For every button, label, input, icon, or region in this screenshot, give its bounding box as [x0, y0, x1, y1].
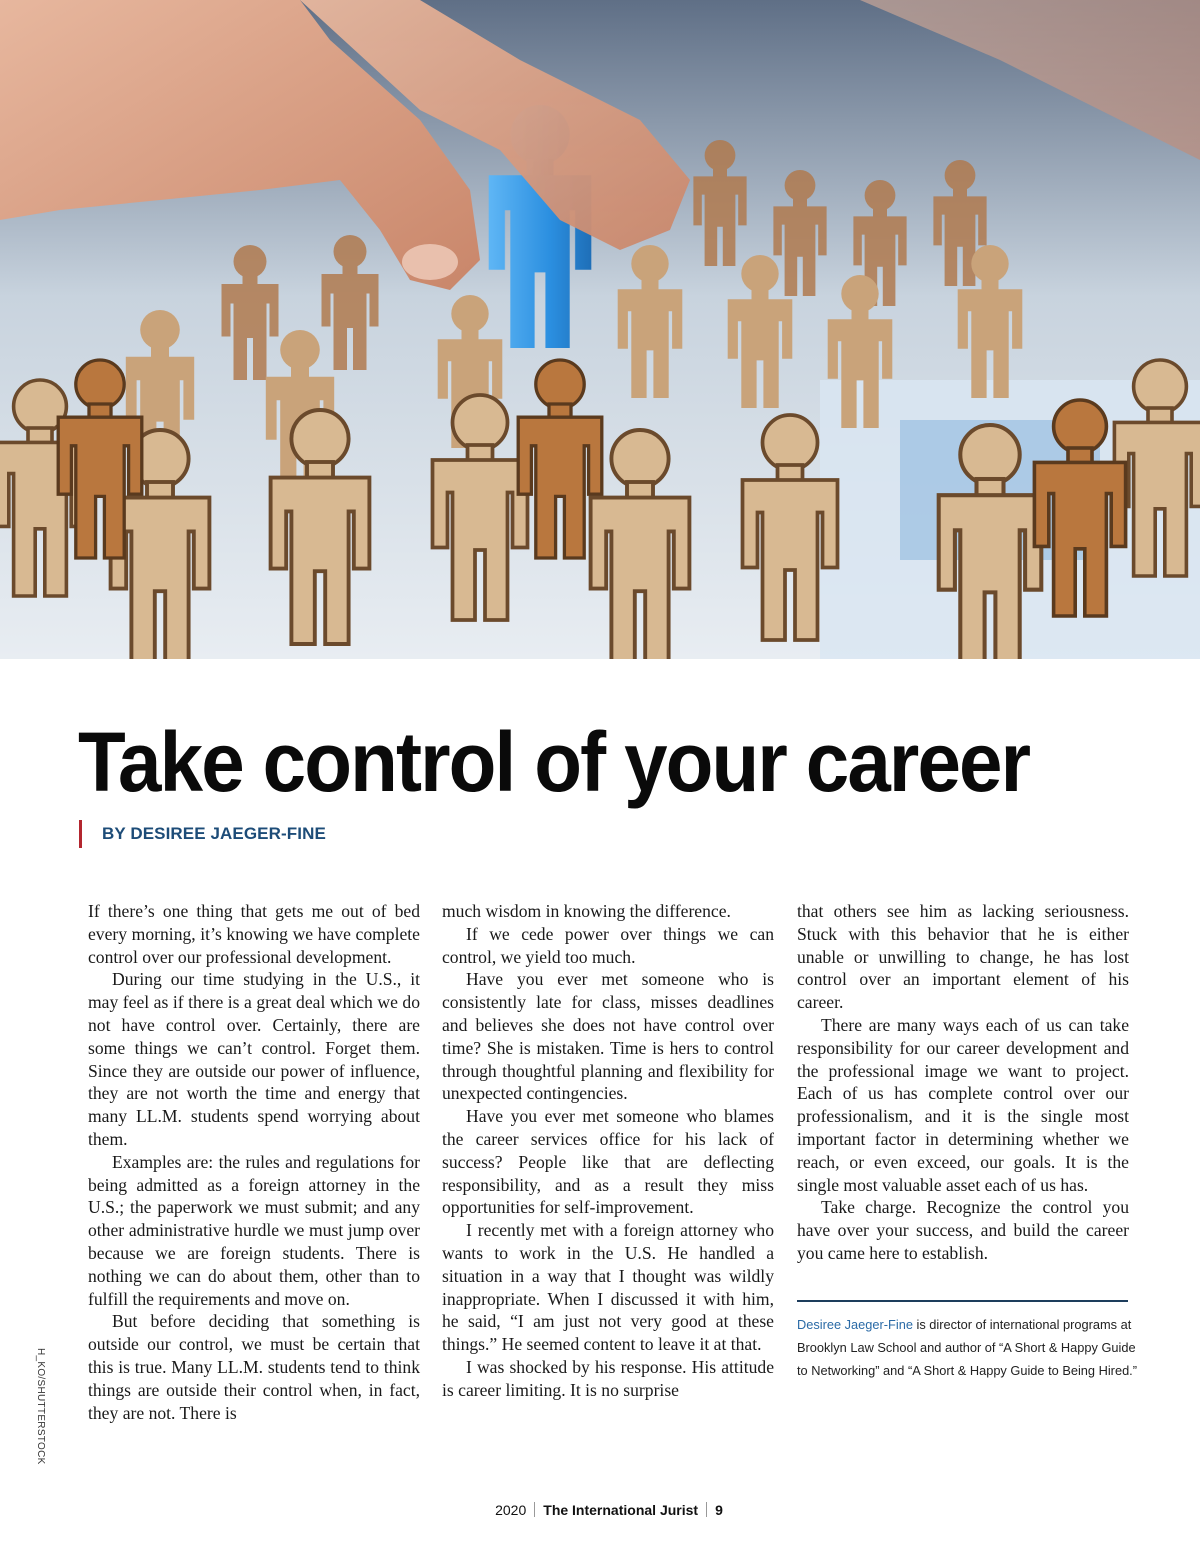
page-number: 9: [715, 1502, 723, 1518]
paragraph: I recently met with a foreign attorney who wants to work in the U.S. He handled a situation in a way that I thought was wildly inappropriate. When I discussed it with him, he said, “I am just not very good at these things.” He seemed content to leave it at that.: [442, 1220, 774, 1355]
paragraph: Have you ever met someone who blames the career services office for his lack of success? People like that are deflecting responsibility, and as a result they miss opportunities for self-improvement.: [442, 1106, 774, 1218]
footer-publication: The International Jurist: [543, 1502, 699, 1518]
paragraph: much wisdom in knowing the difference.: [442, 901, 731, 921]
author-bio-text: is director of international programs at Brooklyn Law School and author of “A Short & Happy Guide to Networking” and “A Short & Happy Guide to Being Hired.”: [797, 1317, 1137, 1378]
byline: BY DESIREE JAEGER-FINE: [79, 820, 326, 848]
paragraph: There are many ways each of us can take responsibility for our career development and the professional image we want to project. Each of us has complete control over our professionalism, and it is the single most important factor in determining whether we reach, or even exceed, our goals. It is the single most valuable asset each of us has.: [797, 1014, 1129, 1195]
paragraph: If there’s one thing that gets me out of bed every morning, it’s knowing we have complete control over our professional development.: [88, 901, 420, 967]
paragraph: During our time studying in the U.S., it may feel as if there is a great deal which we do not have control over. Certainly, there are some things we can’t control. Forget them. Since they are outside our power of influence, they are not worth the time and energy that many LL.M. students spend worrying about them.: [88, 969, 420, 1149]
article-headline: Take control of your career: [78, 715, 1030, 809]
bio-divider: [797, 1300, 1128, 1302]
paragraph: Have you ever met someone who is consistently late for class, misses deadlines and believes she does not have control over time? She is mistaken. Time is hers to control through thoughtful planning and flexibility for unexpected contingencies.: [442, 969, 774, 1104]
article-column-3: [797, 900, 1129, 1265]
paragraph: that others see him as lacking seriousness. Stuck with this behavior that he is either unable or unwilling to change, he has lost control over an important element of his career.: [797, 901, 1129, 1013]
article-column-1: [88, 900, 420, 1424]
hero-photo: [0, 0, 1200, 659]
paragraph: Examples are: the rules and regulations for being admitted as a foreign attorney in the U.S.; the paperwork we must submit; and any other administrative hurdle we must jump over because we are foreign students. There is nothing we can do about them, other than to fulfill the requirements and move on.: [88, 1151, 420, 1309]
article-column-2: [442, 900, 774, 1402]
footer-separator: [534, 1502, 535, 1517]
footer-separator: [706, 1502, 707, 1517]
page-footer: [0, 1502, 1200, 1518]
author-bio: [797, 1313, 1137, 1382]
photo-credit-text: H_KO/SHUTTERSTOCK: [35, 1348, 46, 1465]
author-name: Desiree Jaeger-Fine: [797, 1317, 913, 1332]
paragraph: Take charge. Recognize the control you have over your success, and build the career you came here to establish.: [797, 1197, 1129, 1263]
footer-year: 2020: [495, 1502, 527, 1518]
paragraph: If we cede power over things we can control, we yield too much.: [442, 923, 774, 967]
paragraph: But before deciding that something is outside our control, we must be certain that this is true. Many LL.M. students tend to think things are outside their control when, in fact, they are not. There is: [88, 1311, 420, 1423]
hero-illustration: [0, 0, 1200, 659]
paragraph: I was shocked by his response. His attitude is career limiting. It is no surprise: [442, 1356, 774, 1400]
